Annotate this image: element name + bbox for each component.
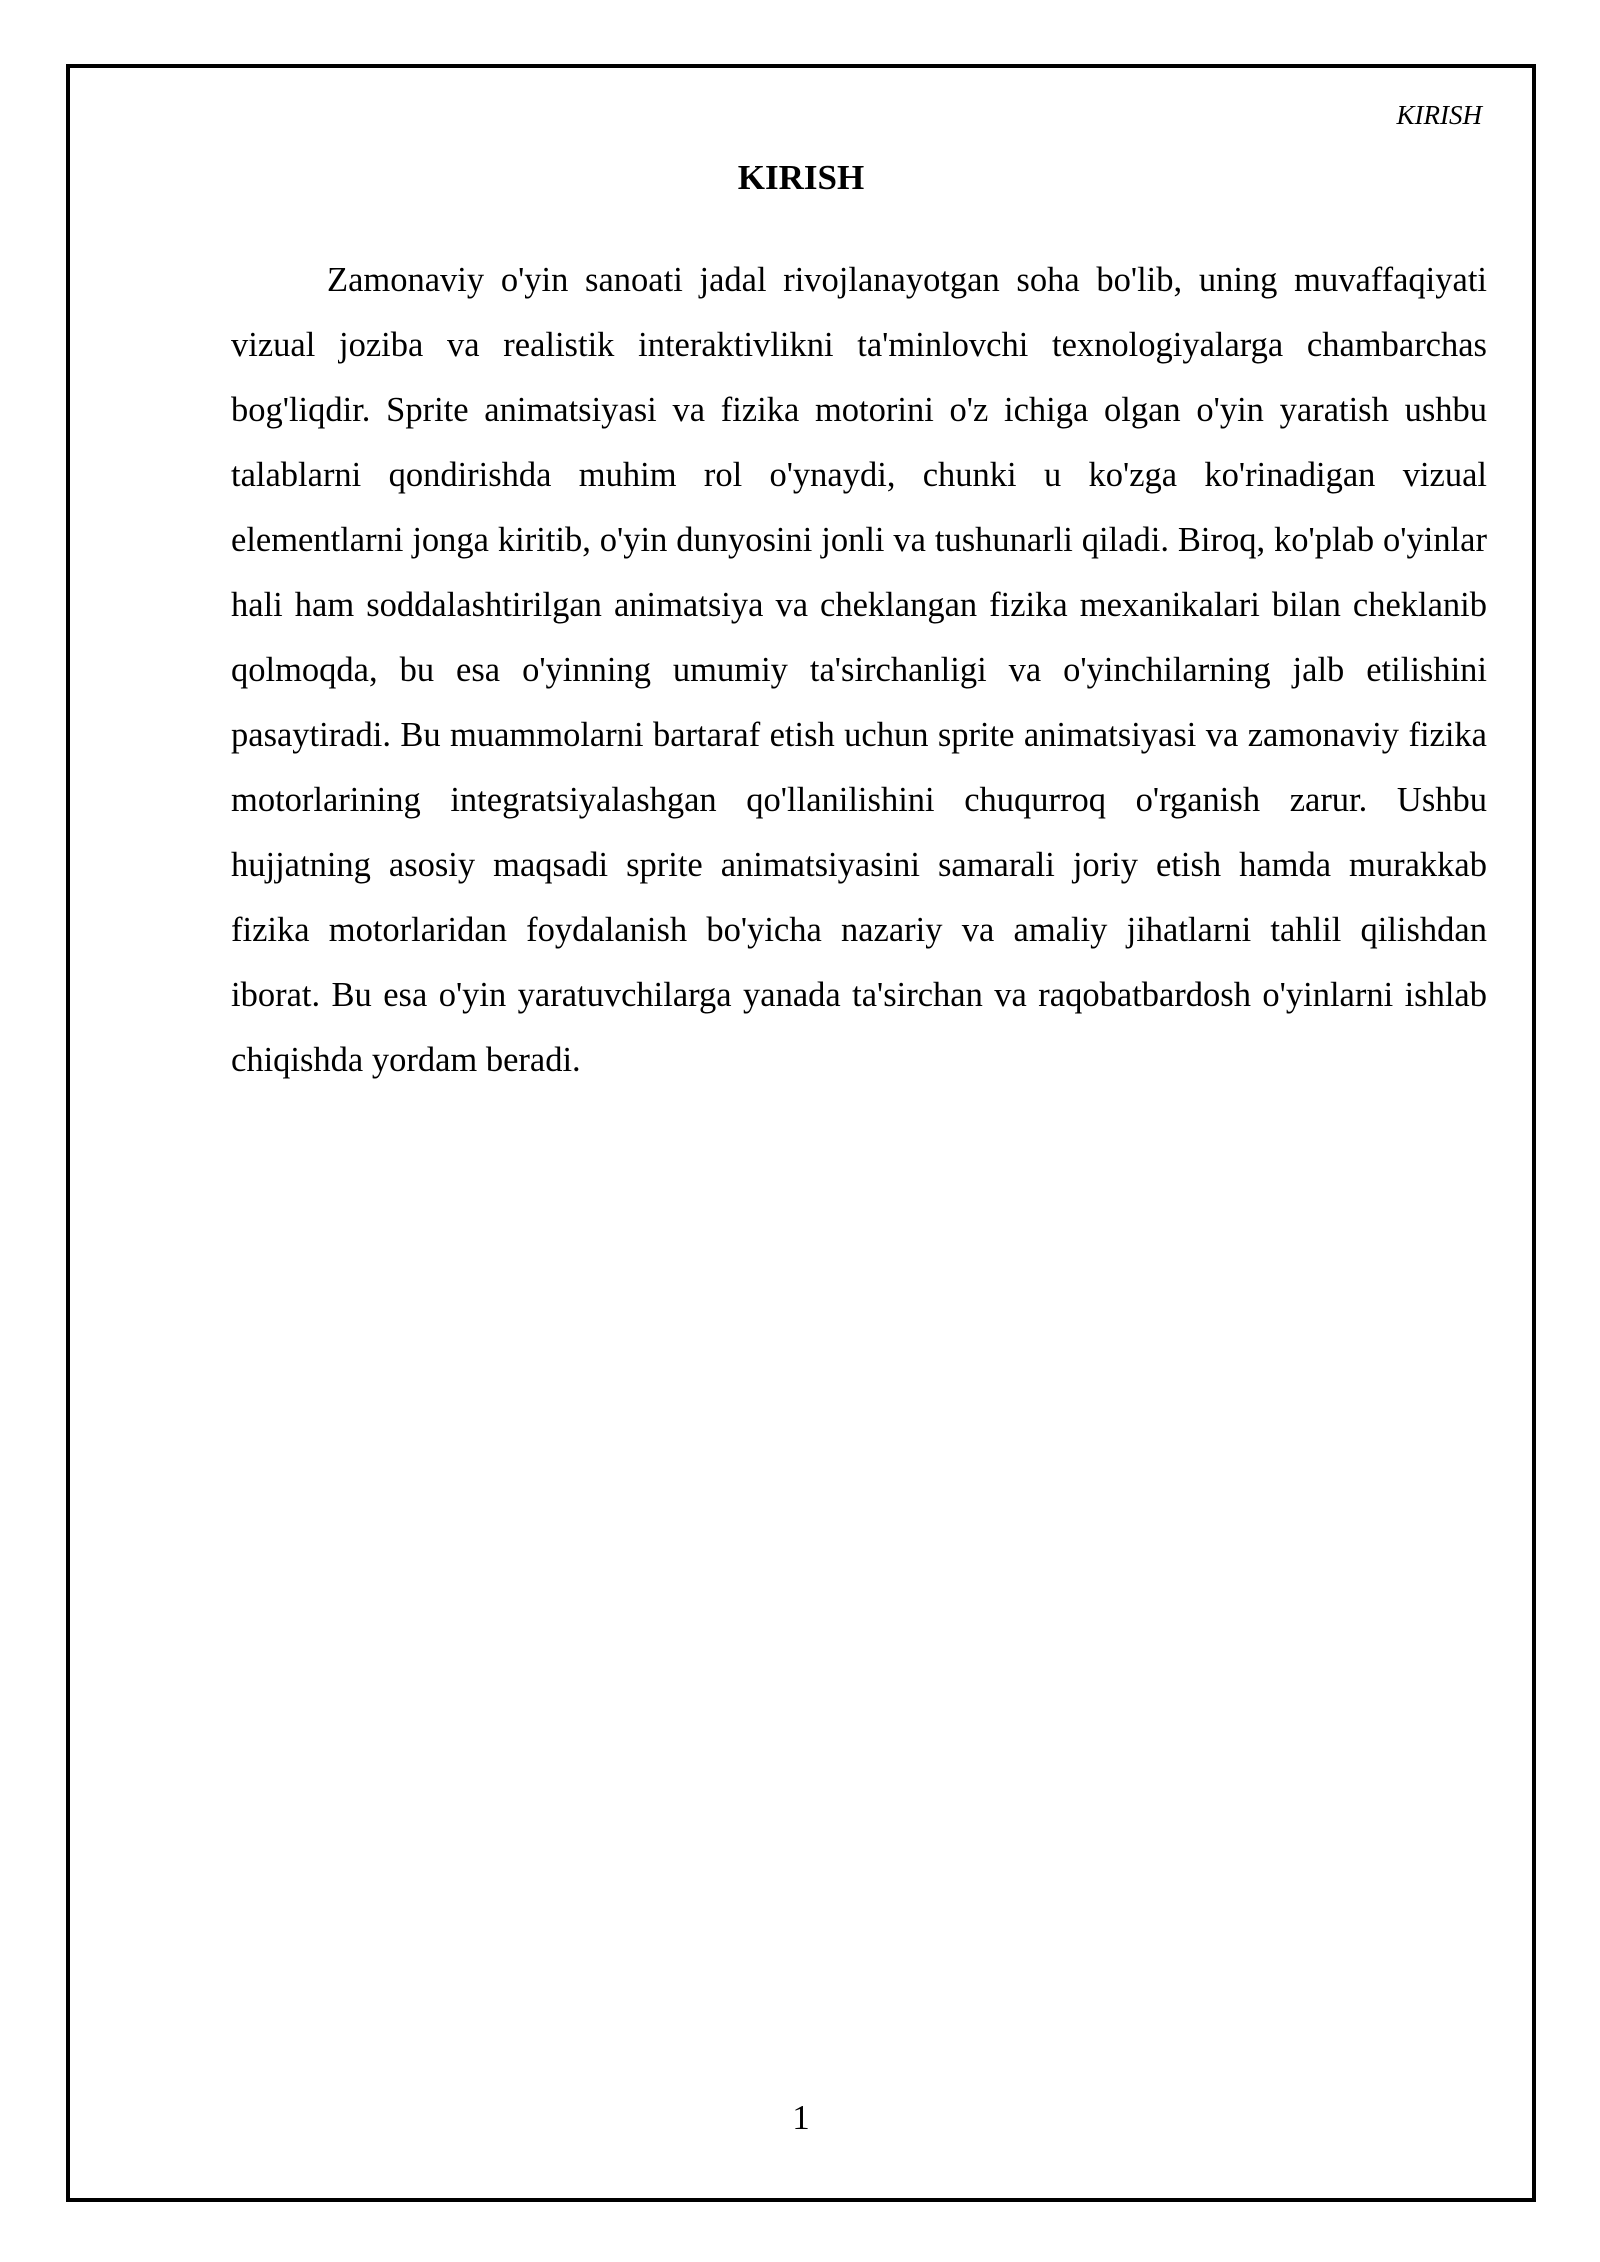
page-frame (66, 64, 1536, 2202)
page-number: 1 (792, 2098, 810, 2137)
running-header: KIRISH (1396, 100, 1482, 130)
body-paragraph: Zamonaviy o'yin sanoati jadal rivojlanayotgan soha bo'lib, uning muvaffaqiyati vizual joziba va realistik interaktivlikni ta'minlovchi texnologiyalarga chambarchas bog'liqdir. Sprite animatsiyasi va fizika motorini o'z ichiga olgan o'yin yaratish ushbu talablarni qondirishda muhim rol o'ynaydi, chunki u ko'zga ko'rinadigan vizual elementlarni jonga kiritib, o'yin dunyosini jonli va tushunarli qiladi. Biroq, ko'plab o'yinlar hali ham soddalashtirilgan animatsiya va cheklangan fizika mexanikalari bilan cheklanib qolmoqda, bu esa o'yinning umumiy ta'sirchanligi va o'yinchilarning jalb etilishini pasaytiradi. Bu muammolarni bartaraf etish uchun sprite animatsiyasi va zamonaviy fizika motorlarining integratsiyalashgan qo'llanilishini chuqurroq o'rganish zarur. Ushbu hujjatning asosiy maqsadi sprite animatsiyasini samarali joriy etish hamda murakkab fizika motorlaridan foydalanish bo'yicha nazariy va amaliy jihatlarni tahlil qilishdan iborat. Bu esa o'yin yaratuvchilarga yanada ta'sirchan va raqobatbardosh o'yinlarni ishlab chiqishda yordam beradi. (231, 261, 1487, 1079)
page-title: KIRISH (737, 158, 865, 197)
